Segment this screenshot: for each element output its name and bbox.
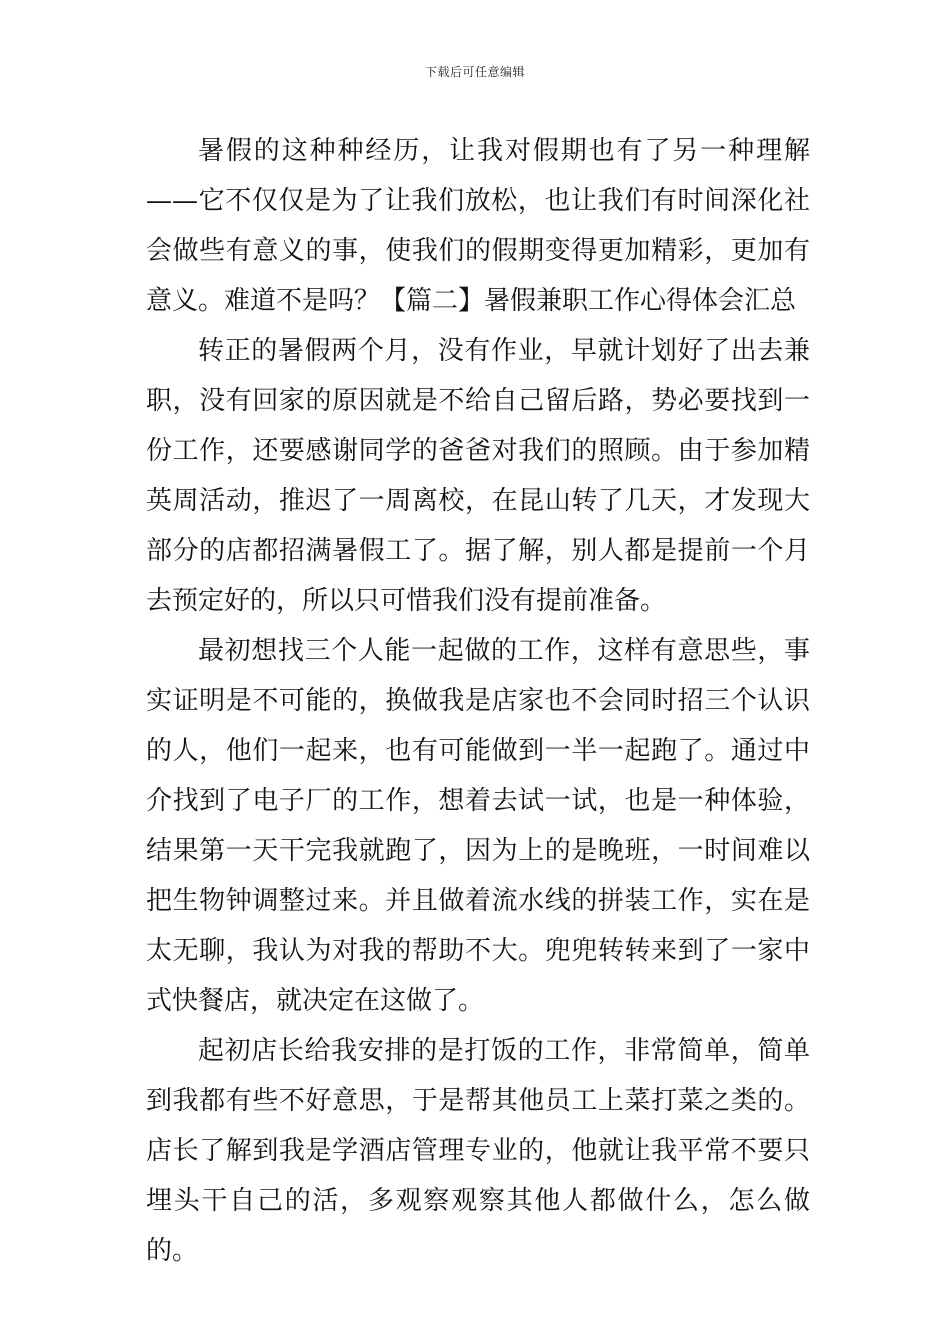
paragraph: 暑假的这种种经历，让我对假期也有了另一种理解——它不仅仅是为了让我们放松，也让我们有时间深化社会做些有意义的事，使我们的假期变得更加精彩，更加有意义。难道不是吗？【篇二】暑假兼职工作心得体会汇总 <box>146 136 810 316</box>
document-body <box>146 126 810 1276</box>
paragraph: 转正的暑假两个月，没有作业，早就计划好了出去兼职，没有回家的原因就是不给自己留后路，势必要找到一份工作，还要感谢同学的爸爸对我们的照顾。由于参加精英周活动，推迟了一周离校，在昆山转了几天，才发现大部分的店都招满暑假工了。据了解，别人都是提前一个月去预定好的，所以只可惜我们没有提前准备。 <box>146 336 810 616</box>
paragraph: 起初店长给我安排的是打饭的工作，非常简单，简单到我都有些不好意思，于是帮其他员工上菜打菜之类的。店长了解到我是学酒店管理专业的，他就让我平常不要只埋头干自己的活，多观察观察其他人都做什么，怎么做的。 <box>146 1036 810 1266</box>
paragraph: 最初想找三个人能一起做的工作，这样有意思些，事实证明是不可能的，换做我是店家也不会同时招三个认识的人，他们一起来，也有可能做到一半一起跑了。通过中介找到了电子厂的工作，想着去试一试，也是一种体验，结果第一天干完我就跑了，因为上的是晚班，一时间难以把生物钟调整过来。并且做着流水线的拼装工作，实在是太无聊，我认为对我的帮助不大。兜兜转转来到了一家中式快餐店，就决定在这做了。 <box>146 636 810 1016</box>
page-header: 下载后可任意编辑 <box>424 65 525 79</box>
